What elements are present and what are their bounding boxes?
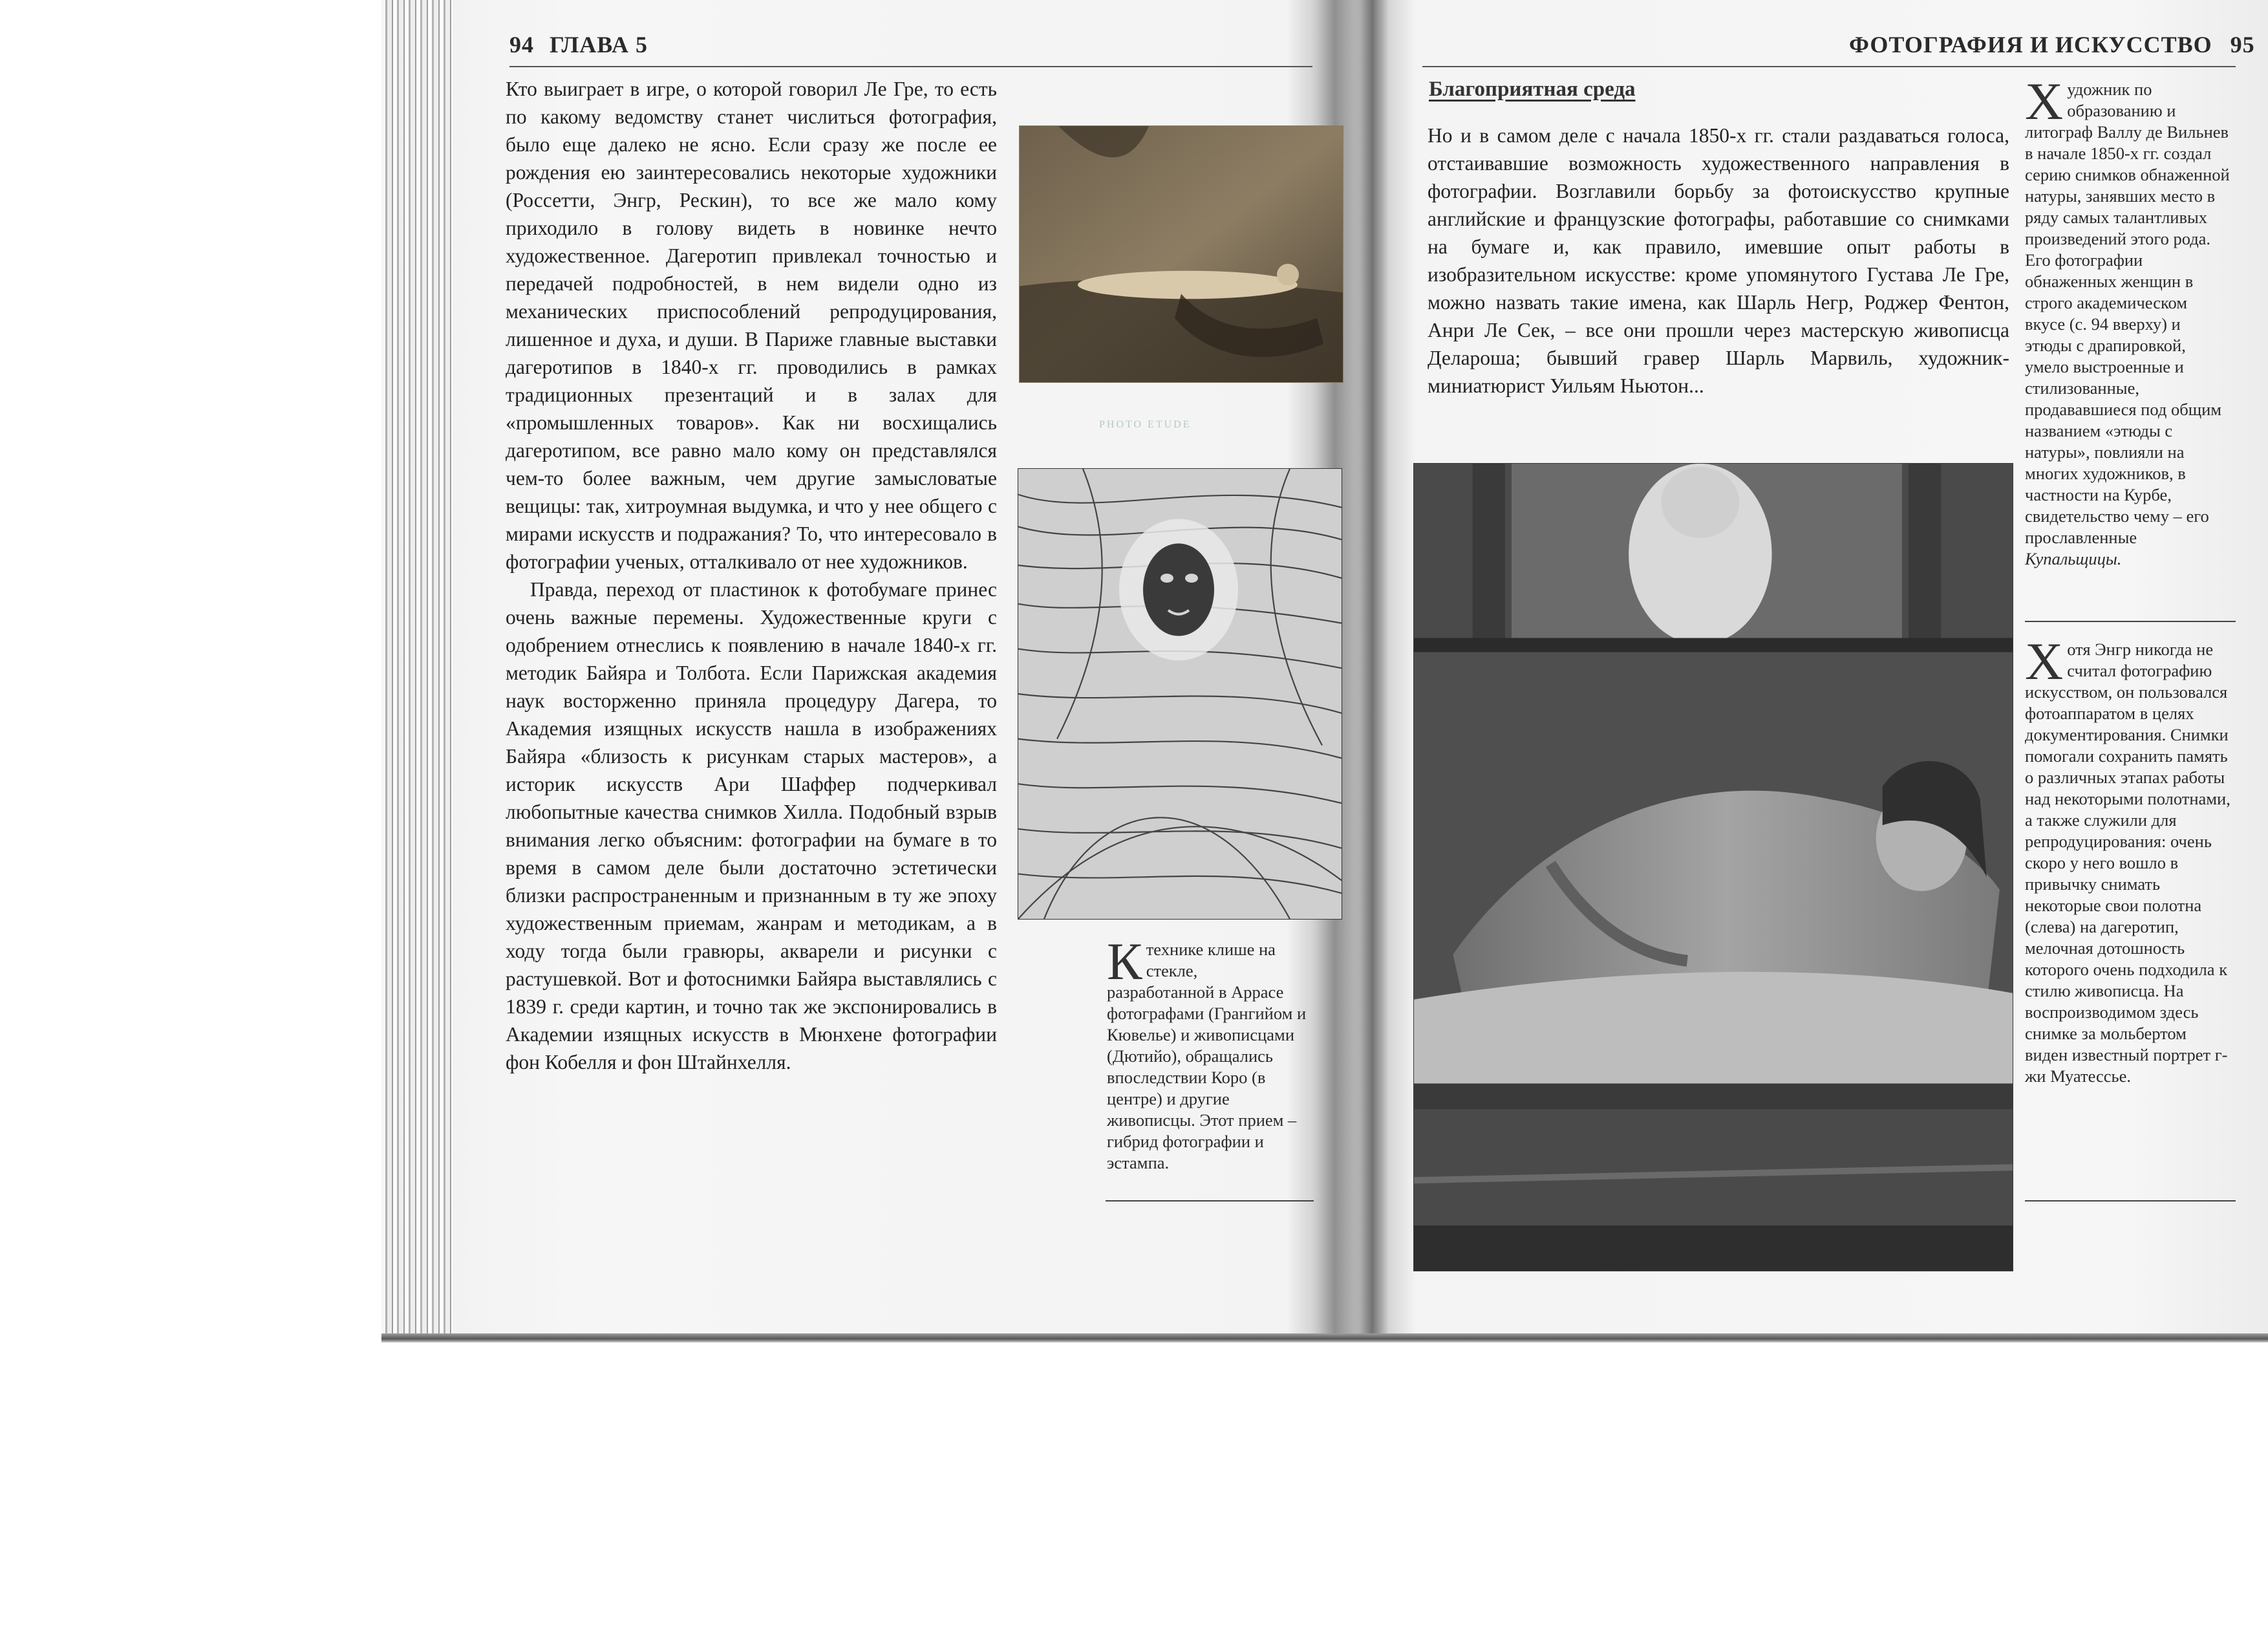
right-caption-bottom-text: отя Энгр никогда не считал фотографию искусством, он пользовался фотоаппаратом в целях документирования. Снимки помогали сохранить память о различных этапах работы над некоторыми полотнами, а также служили для репродуцирования: очень скоро у него вошло в привычку снимать некоторые свои полотна (слева) на дагеротип, мелочная дотошность которого очень подходила к стилю живописца. На воспроизводимом здесь снимке за мольбертом виден известный портрет г-жи Муатессье. [2025, 640, 2231, 1086]
page-edges [381, 0, 453, 1342]
left-paragraph-1: Кто выиграет в игре, о которой говорил Ле Гре, то есть по какому ведомству станет числиться фотография, было еще далеко не ясно. Если сразу же после ее рождения ею заинтересовались некоторые художники (Россетти, Энгр, Рескин), то все же мало кому приходило в голову видеть в новинке нечто художественное. Дагеротип привлекал точностью и передачей подробностей, в нем видели одно из механических приспособлений репродуцирования, лишенное и духа, и души. В Париже главные выставки дагеротипов в 1840-х гг. проводились в рамках традиционных презентаций и в залах для «промышленных товаров». Как ни восхищались дагеротипом, все равно мало кому он представлялся чем-то более важным, чем другие замысловатые вещицы: так, хитроумная выдумка, и что у нее общего с мирами искусств и подражания? То, что интересовало в фотографии ученых, отталкивало от нее художников. [506, 78, 997, 573]
right-caption-top-text: удожник по образованию и литограф Валлу де Вильнев в начале 1850-х гг. создал серию снимков обнаженной натуры, занявших место в ряду самых талантливых произведений этого рода. Его фотографии обнаженных женщин в строго академическом вкусе (с. 94 вверху) и этюды с драпировкой, умело выстроенные и стилизованные, продававшиеся под общим названием «этюды с натуры», повлияли на многих художников, в частности на Курбе, свидетельство чему – его прославленные [2025, 80, 2230, 547]
right-caption-top-italic: Купальщицы. [2025, 549, 2122, 568]
book-bottom-edge [381, 1333, 2268, 1342]
right-caption-top [2025, 72, 2231, 570]
right-page-number: 95 [2230, 32, 2255, 58]
reclining-nude-photo [1019, 125, 1343, 383]
right-caption-bottom-dropcap: Х [2025, 632, 2064, 691]
right-caption-bottom [2025, 632, 2231, 1087]
right-page-header [1849, 31, 2255, 58]
left-page-header [509, 31, 648, 58]
right-caption-top-dropcap: Х [2025, 72, 2064, 131]
right-body-text [1428, 122, 2009, 400]
easel-nude-photo [1413, 463, 2013, 1271]
cliche-verre-engraving [1018, 468, 1342, 920]
left-caption-rule [1106, 1200, 1314, 1202]
left-caption [1107, 932, 1307, 1174]
left-caption-text: технике клише на стекле, разработанной в Аррасе фотографами (Грангийом и Кювелье) и живописцами (Дютийо), обращались впоследствии Коро (в центре) и другие живописцы. Этот прием – гибрид фотографии и эстампа. [1107, 940, 1307, 1172]
left-paragraph-2: Правда, переход от пластинок к фотобумаге принес очень важные перемены. Художественные круги с одобрением отнеслись к появлению в начале 1840-х гг. методик Байяра и Толбота. Если Парижская академия наук восторженно приняла процедуру Дагера, то Академия изящных искусств нашла в изображениях Байяра «близость к рисункам старых мастеров», а историк искусств Ари Шаффер подчеркивал любопытные качества снимков Хилла. Подобный взрыв внимания легко объясним: фотографии на бумаге в то время в самом деле были достаточно эстетически близки распространенным и признанным в ту же эпоху художественным приемам, жанрам и методикам, а в ходу тогда были гравюры, акварели и рисунки с растушевкой. Вот и фотоснимки Байяра выставлялись с 1839 г. среди картин, и точно так же экспонировались в Академии изящных искусств в Мюнхене фотографии фон Кобелля и фон Штайнхелля. [506, 578, 997, 1073]
right-caption-bottom-rule [2025, 1200, 2236, 1202]
left-page-number: 94 [509, 32, 534, 58]
right-caption-top-rule [2025, 621, 2236, 622]
left-caption-dropcap: К [1107, 932, 1142, 991]
right-header-rule [1422, 66, 2236, 67]
left-body-text [506, 75, 997, 1076]
right-running-title: ФОТОГРАФИЯ И ИСКУССТВО [1849, 32, 2212, 58]
right-paragraph-1: Но и в самом деле с начала 1850-х гг. стали раздаваться голоса, отстаивавшие возможность художественного направления в фотографии. Возглавили борьбу за фотоискусство крупные английские и французские фотографы, работавшие со снимками на бумаге и, как правило, имевшие опыт работы в изобразительном искусстве: кроме упомянутого Густава Ле Гре, можно назвать такие имена, как Шарль Негр, Роджер Фентон, Анри Ле Сек, – все они прошли через мастерскую живописца Делароша; бывший гравер Шарль Марвиль, художник-миниатюрист Уильям Ньютон... [1428, 124, 2009, 397]
left-header-rule [509, 66, 1312, 67]
photo-small-caption: PHOTO ETUDE [1099, 419, 1192, 430]
left-chapter-title: ГЛАВА 5 [550, 32, 648, 58]
section-title: Благоприятная среда [1429, 78, 1636, 101]
